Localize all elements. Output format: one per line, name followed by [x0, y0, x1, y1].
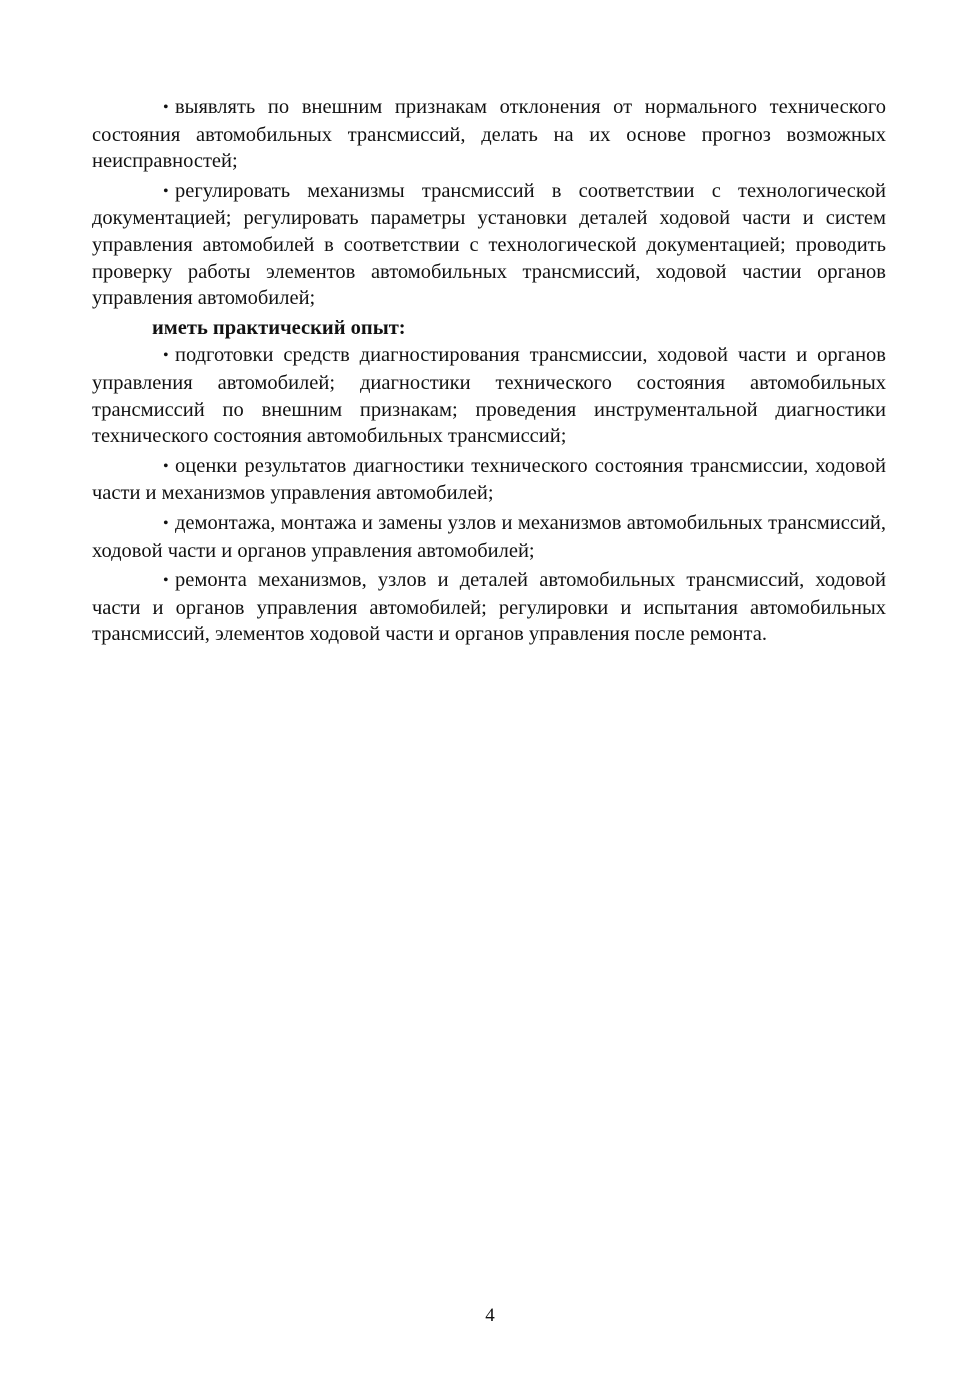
experience-heading: иметь практический опыт: — [152, 316, 406, 339]
experience-item — [92, 510, 886, 564]
bullet-icon: • — [163, 572, 169, 590]
experience-text: оценки результатов диагностики технического состояния трансмиссии, ходовой части и механизмов управления автомобилей; — [92, 454, 886, 505]
experience-item — [92, 567, 886, 648]
bullet-icon: • — [163, 514, 169, 532]
page-number: 4 — [485, 1305, 495, 1326]
page-body — [92, 94, 886, 651]
experience-item — [92, 453, 886, 507]
skill-item — [92, 94, 886, 175]
experience-text: демонтажа, монтажа и замены узлов и механизмов автомобильных трансмиссий, ходовой части и органов управления автомобилей; — [92, 511, 886, 562]
experience-item — [92, 342, 886, 449]
bullet-icon: • — [163, 182, 169, 200]
bullet-icon: • — [163, 457, 169, 475]
bullet-icon: • — [163, 347, 169, 365]
skill-text: регулировать механизмы трансмиссий в соответствии с технологической документацией; регулировать параметры установки деталей ходовой части и систем управления автомобилей в соответствии с технологической документацией; проводить проверку работы элементов автомобильных трансмиссий, ходовой частии органов управления автомобилей; — [92, 179, 886, 310]
experience-text: ремонта механизмов, узлов и деталей автомобильных трансмиссий, ходовой части и органов управления автомобилей; регулировки и испытания автомобильных трансмиссий, элементов ходовой части и органов управления после ремонта. — [92, 569, 886, 646]
bullet-icon: • — [163, 99, 169, 116]
skill-text: выявлять по внешним признакам отклонения от нормального технического состояния автомобильных трансмиссий, делать на их основе прогноз возможных неисправностей; — [92, 96, 886, 173]
experience-text: подготовки средств диагностирования трансмиссии, ходовой части и органов управления автомобилей; диагностики технического состояния автомобильных трансмиссий по внешним признакам; проведения инструментальной диагностики технического состояния автомобильных трансмиссий; — [92, 344, 886, 448]
skill-item — [92, 178, 886, 312]
